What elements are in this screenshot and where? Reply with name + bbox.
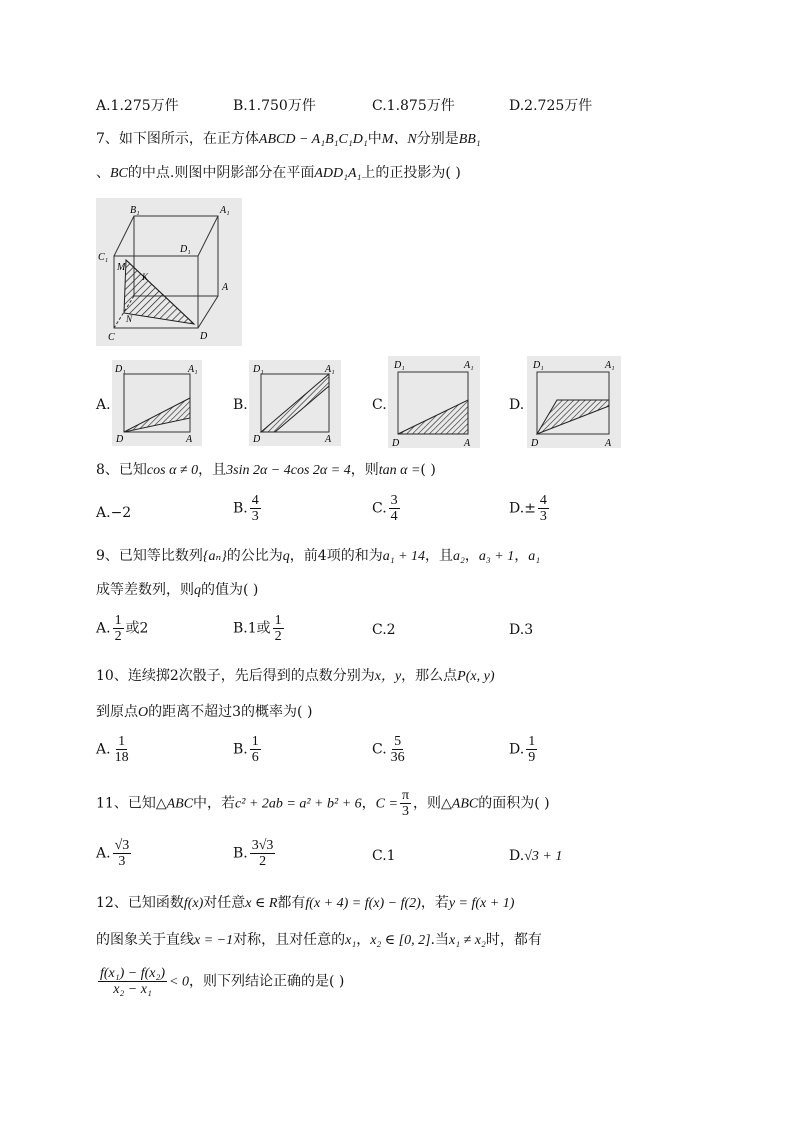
option-value: 3 bbox=[524, 622, 534, 638]
edge: BB₁ bbox=[458, 132, 481, 147]
q8-text: 已知 bbox=[118, 462, 147, 478]
q11-option-a bbox=[96, 838, 133, 869]
fig-label-a: A bbox=[464, 438, 471, 448]
cube-label-a1: A₁ bbox=[220, 205, 230, 216]
math-expr: △ABC bbox=[441, 796, 479, 812]
q9-text: ，前4项的和为 bbox=[289, 548, 383, 564]
q11-text: ， bbox=[361, 795, 376, 812]
denominator: 3 bbox=[539, 509, 547, 524]
fraction bbox=[400, 788, 411, 819]
q8-option-c bbox=[372, 493, 402, 524]
q6-option-d: D.2.725万件 bbox=[509, 98, 593, 114]
q9-text: 已知等比数列 bbox=[118, 548, 203, 564]
numerator: 3 bbox=[390, 493, 398, 508]
q10-text: 连续掷2次骰子，先后得到的点数分别为 bbox=[127, 668, 375, 684]
q8-option-a bbox=[96, 503, 131, 523]
math-expr: a₁ bbox=[528, 549, 541, 564]
denominator: 2 bbox=[274, 629, 282, 644]
fraction bbox=[250, 493, 261, 524]
cube-label-b1: B₁ bbox=[130, 205, 140, 216]
q12-text: 对任意 bbox=[203, 895, 246, 911]
q7-text: 上的正投影为( ) bbox=[361, 165, 461, 181]
sign: ± bbox=[524, 500, 536, 517]
denominator: 18 bbox=[114, 750, 129, 765]
denominator: x₂ − x₁ bbox=[113, 982, 152, 997]
cube-label-m: M bbox=[117, 262, 126, 273]
edge: BC bbox=[110, 166, 128, 181]
denominator: 36 bbox=[390, 750, 405, 765]
math-expr: c² + 2ab = a² + b² + 6 bbox=[235, 796, 362, 812]
math-expr: q bbox=[282, 549, 290, 564]
numerator: 1 bbox=[114, 613, 122, 628]
fig-label-a1: A₁ bbox=[325, 364, 335, 375]
q7-option-d-label: D. bbox=[509, 397, 525, 413]
math-expr: a₂ bbox=[453, 549, 465, 564]
q7-option-b-label: B. bbox=[233, 397, 248, 413]
denominator: 2 bbox=[259, 854, 267, 869]
numerator: f(x₁) − f(x₂) bbox=[100, 966, 166, 981]
numerator: 5 bbox=[394, 734, 402, 749]
math-expr: x₁ bbox=[345, 933, 357, 948]
q12-text: ，若 bbox=[420, 895, 449, 911]
q12-text: 已知函数 bbox=[127, 895, 184, 911]
numerator: 1 bbox=[274, 613, 282, 628]
fraction bbox=[273, 613, 284, 644]
q10-text: 的距离不超过3的概率为( ) bbox=[148, 704, 313, 720]
math-expr: a₃ + 1 bbox=[478, 549, 515, 564]
q11-text: ，则 bbox=[413, 795, 442, 812]
math-expr: tan α = bbox=[378, 463, 421, 478]
fraction bbox=[250, 838, 276, 869]
option-label: B. bbox=[233, 741, 248, 758]
question-number: 11、 bbox=[96, 795, 128, 812]
option-label: B. bbox=[233, 500, 248, 517]
q6-option-c: C.1.875万件 bbox=[372, 98, 455, 114]
q7-text: 的中点.则图中阴影部分在平面 bbox=[127, 165, 315, 181]
denominator: 3 bbox=[251, 509, 259, 524]
numerator: π bbox=[401, 788, 410, 803]
q12-text: .当 bbox=[430, 932, 449, 948]
denominator: 9 bbox=[528, 750, 536, 765]
q7-text: 、 bbox=[96, 165, 110, 181]
q11-text: 的面积为( ) bbox=[478, 795, 550, 812]
option-label: A. bbox=[96, 845, 111, 862]
math-expr: 3sin 2α − 4cos 2α = 4 bbox=[226, 463, 351, 478]
q9-option-c bbox=[372, 620, 396, 640]
option-label: D. bbox=[509, 741, 525, 758]
denominator: 3 bbox=[118, 854, 126, 869]
numerator: 1 bbox=[528, 734, 536, 749]
q8-option-b bbox=[233, 493, 263, 524]
option-label: A. bbox=[96, 620, 111, 637]
q7-text: 中 bbox=[367, 131, 382, 147]
q10-option-a bbox=[96, 734, 133, 765]
q9-text: ，且 bbox=[425, 548, 454, 564]
q9-option-b bbox=[233, 613, 286, 644]
q6-option-b: B.1.750万件 bbox=[233, 98, 316, 114]
numerator: 3√3 bbox=[251, 838, 274, 853]
q12-text: 都有 bbox=[277, 895, 306, 911]
q12-text: ， bbox=[356, 932, 371, 948]
q9-line1 bbox=[96, 546, 540, 567]
q7-line2 bbox=[96, 163, 461, 184]
q9-text: 的公比为 bbox=[226, 548, 283, 564]
fig-label-a: A bbox=[605, 438, 612, 448]
q8-text: ( ) bbox=[420, 462, 436, 478]
fig-label-d: D bbox=[531, 438, 539, 448]
option-suffix: 或2 bbox=[125, 620, 149, 637]
option-value: 1 bbox=[386, 848, 396, 864]
q8-text: ，且 bbox=[198, 462, 227, 478]
option-label: B. bbox=[233, 845, 248, 862]
q12-text: 对称，且对任意的 bbox=[233, 932, 346, 948]
option-label: D. bbox=[509, 622, 525, 638]
denominator: 3 bbox=[401, 804, 409, 819]
fraction bbox=[250, 734, 261, 765]
q10-line2 bbox=[96, 702, 312, 723]
fig-label-d: D bbox=[116, 434, 124, 445]
q7-option-b-figure bbox=[249, 360, 341, 446]
fig-label-a: A bbox=[325, 434, 332, 445]
numerator: 4 bbox=[251, 493, 259, 508]
cube-name: ABCD − A₁B₁C₁D₁ bbox=[258, 132, 368, 147]
q9-text: 成等差数列，则 bbox=[96, 582, 194, 598]
cube-label-d1: D₁ bbox=[180, 244, 191, 255]
option-label: D. bbox=[509, 848, 525, 864]
fig-label-a1: A₁ bbox=[464, 360, 474, 371]
denominator: 4 bbox=[390, 509, 398, 524]
q12-text: 的图象关于直线 bbox=[96, 932, 194, 948]
option-prefix: 1或 bbox=[247, 620, 271, 637]
fig-label-a1: A₁ bbox=[605, 360, 615, 371]
math-expr: y = f(x + 1) bbox=[448, 896, 515, 911]
q9-text: ， bbox=[514, 548, 529, 564]
math-expr: x = −1 bbox=[194, 933, 234, 948]
question-number: 10、 bbox=[96, 668, 128, 684]
q12-line2 bbox=[96, 930, 542, 951]
question-number: 7、 bbox=[96, 131, 119, 147]
q12-line1 bbox=[96, 893, 514, 914]
numerator: 4 bbox=[539, 493, 547, 508]
q7-line1 bbox=[96, 129, 481, 150]
q10-option-c bbox=[372, 734, 409, 765]
option-label: C. bbox=[372, 500, 387, 517]
option-label: B. bbox=[233, 620, 248, 637]
q12-line3 bbox=[96, 966, 344, 997]
fraction bbox=[389, 734, 407, 765]
q10-text: ，那么点 bbox=[401, 668, 458, 684]
math-expr: a₁ + 14 bbox=[382, 549, 426, 564]
q7-option-c-figure bbox=[388, 356, 480, 448]
q9-option-d bbox=[509, 620, 533, 640]
fraction bbox=[113, 838, 132, 869]
q8-stem bbox=[96, 460, 436, 481]
fraction bbox=[113, 734, 131, 765]
option-value: √3 + 1 bbox=[524, 849, 563, 864]
question-number: 9、 bbox=[96, 548, 119, 564]
option-label: D. bbox=[509, 500, 525, 517]
fig-label-a1: A₁ bbox=[188, 364, 198, 375]
math-expr: {aₙ} bbox=[202, 549, 227, 564]
numerator: √3 bbox=[114, 838, 130, 853]
question-number: 8、 bbox=[96, 462, 119, 478]
q9-option-a bbox=[96, 613, 148, 644]
math-expr: q bbox=[194, 583, 201, 598]
q11-option-d bbox=[509, 846, 562, 867]
q10-option-d bbox=[509, 734, 539, 765]
points: M、N bbox=[381, 132, 417, 147]
option-value: 2 bbox=[386, 622, 396, 638]
fig-label-d1: D₁ bbox=[115, 364, 126, 375]
option-label: C. bbox=[372, 848, 387, 864]
fraction bbox=[389, 493, 400, 524]
fig-label-d: D bbox=[253, 434, 261, 445]
math-expr: x，y bbox=[374, 669, 402, 684]
cube-figure bbox=[96, 198, 242, 346]
fig-label-d1: D₁ bbox=[253, 364, 264, 375]
q7-option-c-label: C. bbox=[372, 397, 387, 413]
q11-option-b bbox=[233, 838, 277, 869]
q7-option-a-figure bbox=[112, 360, 202, 446]
q7-option-d-figure bbox=[527, 356, 621, 448]
q7-option-a-label: A. bbox=[96, 397, 111, 413]
q10-text: 到原点 bbox=[96, 704, 138, 720]
q11-text: 中，若 bbox=[193, 795, 236, 812]
fraction bbox=[98, 966, 167, 997]
math-expr: △ABC bbox=[155, 796, 194, 812]
q12-text: ，则下列结论正确的是( ) bbox=[189, 973, 345, 990]
plane: ADD₁A₁ bbox=[314, 166, 362, 181]
math-expr: P(x, y) bbox=[457, 669, 495, 684]
fig-label-d1: D₁ bbox=[533, 360, 544, 371]
math-expr: cos α ≠ 0 bbox=[146, 463, 199, 478]
denominator: 2 bbox=[114, 629, 122, 644]
cube-label-c: C bbox=[108, 332, 115, 343]
q6-option-a: A.1.275万件 bbox=[96, 98, 179, 114]
math-expr: C = bbox=[375, 796, 398, 812]
math-expr: O bbox=[138, 705, 149, 720]
q7-text: 分别是 bbox=[416, 131, 459, 147]
fig-label-d: D bbox=[392, 438, 400, 448]
q9-text: 的值为( ) bbox=[201, 582, 259, 598]
numerator: 1 bbox=[118, 734, 126, 749]
q8-option-d bbox=[509, 493, 551, 524]
fraction bbox=[538, 493, 549, 524]
q9-line2 bbox=[96, 580, 258, 601]
q12-text: 时，都有 bbox=[485, 932, 542, 948]
fig-label-a: A bbox=[186, 434, 193, 445]
option-label: A. bbox=[96, 505, 111, 521]
q7-text: 如下图所示，在正方体 bbox=[118, 131, 259, 147]
q11-option-c bbox=[372, 846, 396, 866]
q11-text: 已知 bbox=[127, 795, 156, 812]
cube-label-n: N bbox=[126, 314, 133, 324]
math-expr: f(x + 4) = f(x) − f(2) bbox=[305, 896, 421, 911]
numerator: 1 bbox=[251, 734, 259, 749]
fraction bbox=[113, 613, 124, 644]
question-number: 12、 bbox=[96, 895, 128, 911]
cube-label-a: A bbox=[222, 282, 229, 293]
math-expr: f(x) bbox=[183, 896, 204, 911]
q10-line1 bbox=[96, 666, 494, 687]
option-label: C. bbox=[372, 622, 387, 638]
fraction bbox=[526, 734, 537, 765]
option-label: A. bbox=[96, 741, 111, 758]
math-expr: x ∈ R bbox=[245, 896, 278, 911]
cube-label-k: K bbox=[142, 272, 149, 282]
fig-label-d1: D₁ bbox=[394, 360, 405, 371]
option-label: C. bbox=[372, 741, 387, 758]
math-expr: x₁ ≠ x₂ bbox=[449, 933, 486, 948]
denominator: 6 bbox=[251, 750, 259, 765]
math-expr: < 0 bbox=[169, 974, 189, 990]
math-expr: x₂ ∈ [0, 2] bbox=[370, 933, 431, 948]
q9-text: ， bbox=[464, 548, 479, 564]
cube-label-d: D bbox=[200, 331, 208, 342]
cube-label-c1: C₁ bbox=[98, 252, 109, 263]
option-value: −2 bbox=[110, 505, 132, 521]
q11-stem bbox=[96, 788, 550, 819]
q10-option-b bbox=[233, 734, 263, 765]
q8-text: ，则 bbox=[350, 462, 379, 478]
